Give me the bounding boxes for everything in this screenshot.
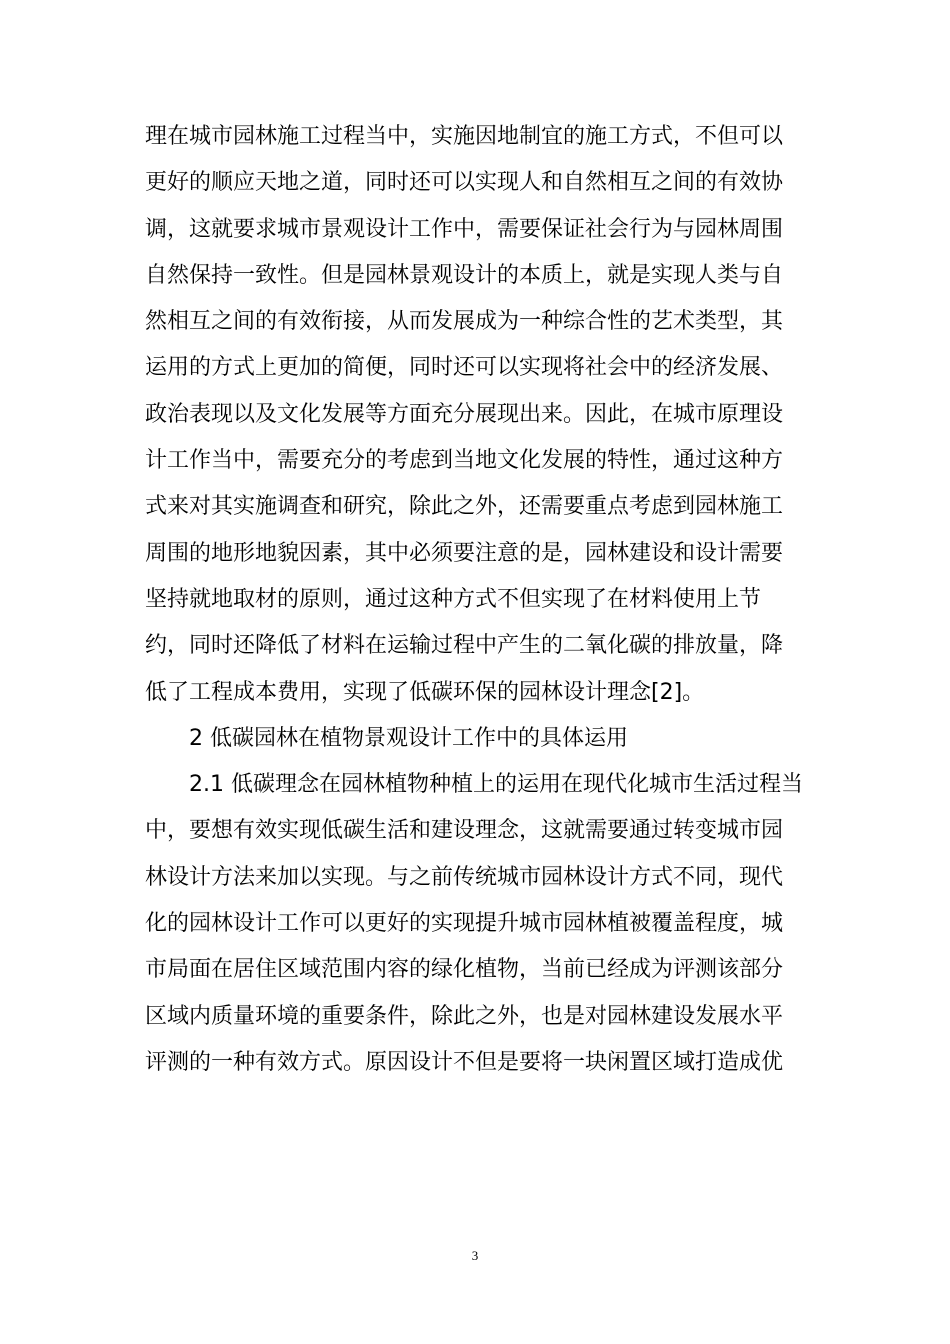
text-line: 政治表现以及文化发展等方面充分展现出来。因此，在城市原理设 <box>145 401 784 427</box>
text-line: 市局面在居住区域范围内容的绿化植物，当前已经成为评测该部分 <box>145 957 784 983</box>
subsection-heading-line: 2.1 低碳理念在园林植物种植上的运用在现代化城市生活过程当 <box>189 772 803 798</box>
text-line: 然相互之间的有效衔接，从而发展成为一种综合性的艺术类型，其 <box>145 309 784 335</box>
text-line: 式来对其实施调查和研究，除此之外，还需要重点考虑到园林施工 <box>145 494 784 520</box>
text-line: 自然保持一致性。但是园林景观设计的本质上，就是实现人类与自 <box>145 262 784 288</box>
text-line: 中，要想有效实现低碳生活和建设理念，这就需要通过转变城市园 <box>145 818 784 844</box>
text-line: 理在城市园林施工过程当中，实施因地制宜的施工方式，不但可以 <box>145 124 784 149</box>
section-heading: 2 低碳园林在植物景观设计工作中的具体运用 <box>189 725 628 751</box>
text-line: 运用的方式上更加的简便，同时还可以实现将社会中的经济发展、 <box>145 355 784 381</box>
text-line: 更好的顺应天地之道，同时还可以实现人和自然相互之间的有效协 <box>145 170 784 196</box>
text-line: 区域内质量环境的重要条件，除此之外，也是对园林建设发展水平 <box>145 1003 784 1029</box>
text-line: 周围的地形地貌因素，其中必须要注意的是，园林建设和设计需要 <box>145 540 784 566</box>
text-line: 低了工程成本费用，实现了低碳环保的园林设计理念[2]。 <box>145 679 705 705</box>
body-text <box>145 114 805 1086</box>
text-line: 调，这就要求城市景观设计工作中，需要保证社会行为与园林周围 <box>145 216 784 242</box>
text-line: 坚持就地取材的原则，通过这种方式不但实现了在材料使用上节 <box>145 586 762 612</box>
text-line: 计工作当中，需要充分的考虑到当地文化发展的特性，通过这种方 <box>145 448 784 474</box>
text-line: 约，同时还降低了材料在运输过程中产生的二氧化碳的排放量，降 <box>145 633 784 659</box>
text-line: 林设计方法来加以实现。与之前传统城市园林设计方式不同，现代 <box>145 864 784 890</box>
text-line: 化的园林设计工作可以更好的实现提升城市园林植被覆盖程度，城 <box>145 911 784 937</box>
text-line: 评测的一种有效方式。原因设计不但是要将一块闲置区域打造成优 <box>145 1049 784 1075</box>
page-number: 3 <box>471 1248 479 1263</box>
